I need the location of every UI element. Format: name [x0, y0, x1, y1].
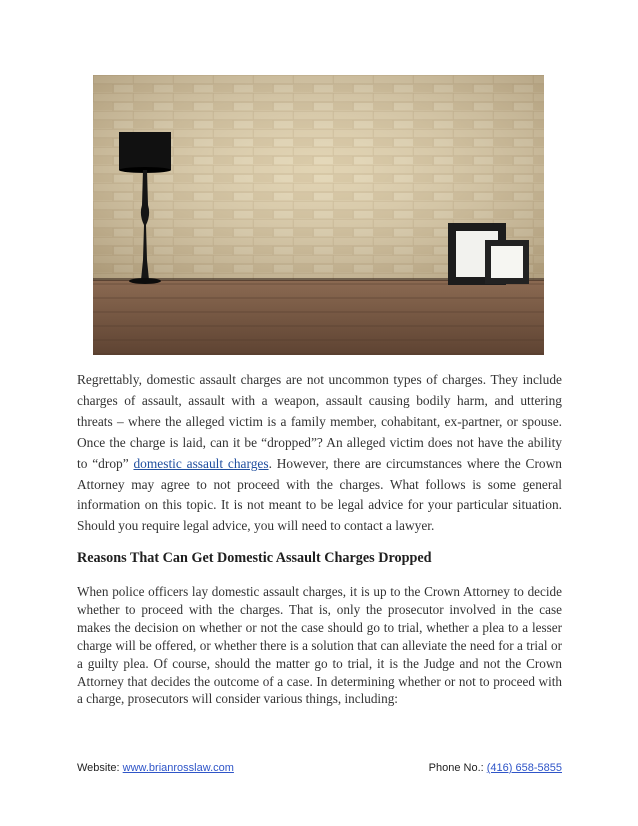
- footer-phone: [429, 762, 562, 774]
- hero-image: [93, 75, 544, 355]
- website-label: Website:: [77, 762, 123, 774]
- website-link[interactable]: www.brianrosslaw.com: [122, 762, 234, 774]
- intro-text-end: . However, there are circumstances where the Crown Attorney may agree to not proceed with the charges. What follows is some general information on this topic. It is not meant to be legal advice for your particular situation. Should you require legal advice, you will need to contact a lawyer.: [77, 455, 562, 534]
- footer-website: [77, 762, 234, 774]
- section-heading: Reasons That Can Get Domestic Assault Charges Dropped: [77, 550, 432, 566]
- phone-label: Phone No.:: [428, 762, 487, 774]
- phone-link[interactable]: (416) 658-5855: [486, 762, 562, 774]
- domestic-assault-charges-link[interactable]: domestic assault charges: [133, 455, 269, 471]
- intro-paragraph: [77, 370, 562, 537]
- room-with-floor-lamp-and-frames-image: [93, 75, 544, 355]
- section-paragraph: When police officers lay domestic assault charges, it is up to the Crown Attorney to decide whether to proceed with the charges. That is, only the prosecutor involved in the case makes the decision on whether or not the case should go to trial, whether a plea to a lesser charge will be offered, or whether there is a solution that can alleviate the need for a trial or a guilty plea. Of course, should the matter go to trial, it is the Judge and not the Crown Attorney that decides the outcome of a case. In determining whether or not to proceed with a charge, prosecutors will consider various things, including:: [77, 584, 562, 707]
- intro-text-start: Regrettably, domestic assault charges are not uncommon types of charges. They include charges of assault, assault with a weapon, assault causing bodily harm, and uttering threats – where the alleged victim is a family member, cohabitant, ex-partner, or spouse. Once the charge is laid, can it be “dropped”? An alleged victim does not have the ability to “drop”: [77, 372, 562, 471]
